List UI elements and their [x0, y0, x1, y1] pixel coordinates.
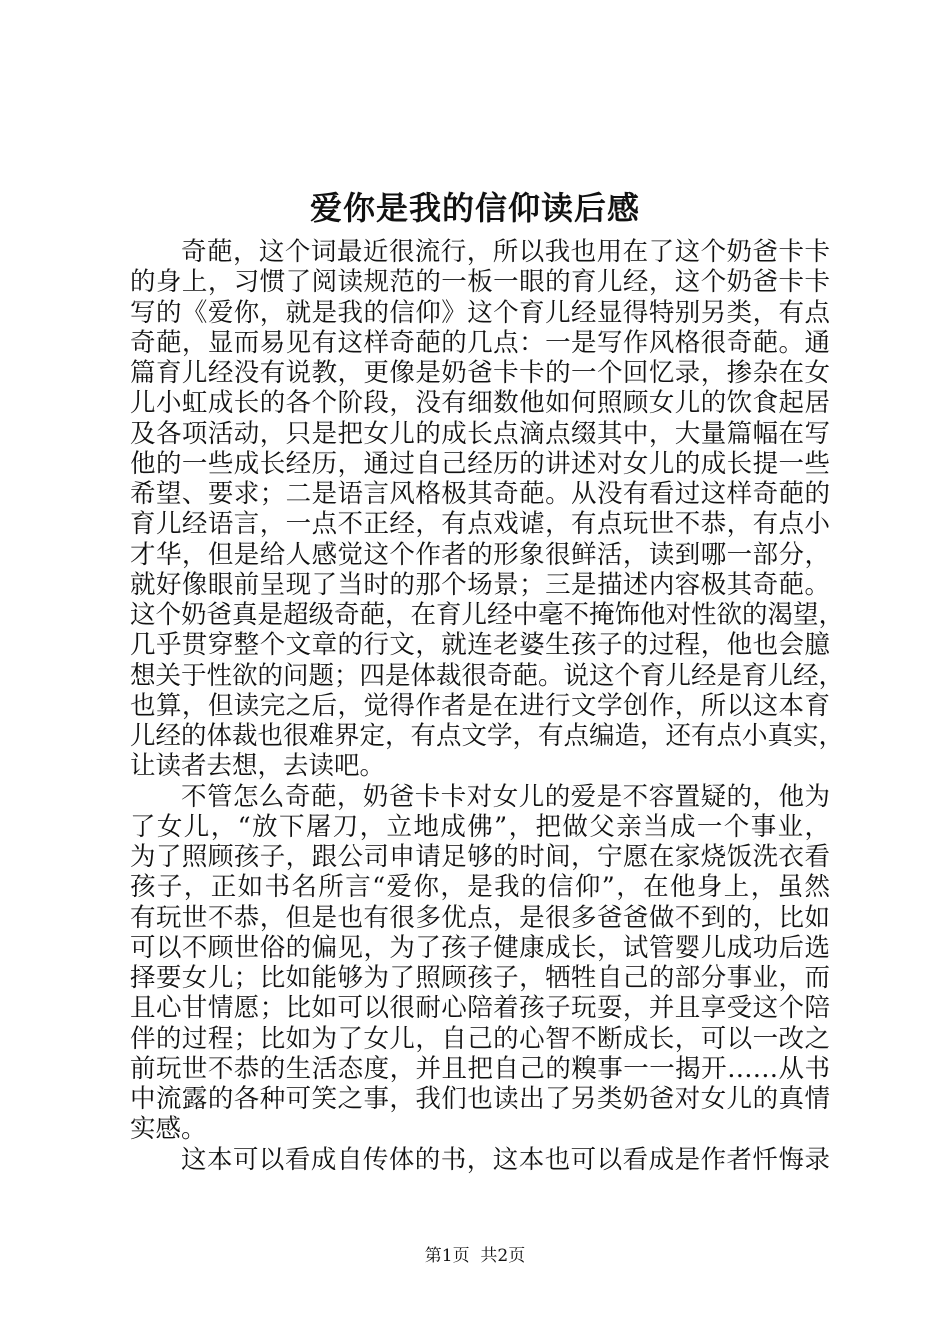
- page-footer: 第1页 共2页: [424, 1246, 526, 1266]
- text-line: 且心甘情愿；比如可以很耐心陪着孩子玩耍，并且享受这个陪: [130, 993, 830, 1024]
- text-line: 才华，但是给人感觉这个作者的形象很鲜活，读到哪一部分，: [130, 539, 830, 570]
- document-title: 爱你是我的信仰读后感: [309, 189, 640, 227]
- text-line: 写的《爱你，就是我的信仰》这个育儿经显得特别另类，有点: [130, 297, 830, 328]
- text-line: 育儿经语言，一点不正经，有点戏谑，有点玩世不恭，有点小: [130, 509, 830, 540]
- text-line: 希望、要求；二是语言风格极其奇葩。从没有看过这样奇葩的: [130, 479, 830, 509]
- paragraph: [130, 237, 845, 782]
- text-line: 就好像眼前呈现了当时的那个场景；三是描述内容极其奇葩。: [130, 569, 830, 600]
- text-line: 了女儿，“放下屠刀，立地成佛”，把做父亲当成一个事业，: [130, 811, 830, 842]
- text-line: 中流露的各种可笑之事，我们也读出了另类奶爸对女儿的真情: [130, 1084, 830, 1114]
- text-line: 儿经的体裁也很难界定，有点文学，有点编造，还有点小真实，: [130, 721, 845, 751]
- text-line: 想关于性欲的问题；四是体裁很奇葩。说这个育儿经是育儿经，: [130, 660, 845, 691]
- text-line: 不管怎么奇葩，奶爸卡卡对女儿的爱是不容置疑的，他为: [181, 781, 830, 812]
- text-line: 奇葩，这个词最近很流行，所以我也用在了这个奶爸卡卡: [181, 237, 830, 267]
- document-body: [130, 237, 845, 1175]
- text-line: 可以不顾世俗的偏见，为了孩子健康成长，试管婴儿成功后选: [130, 932, 830, 963]
- text-line: 前玩世不恭的生活态度，并且把自己的糗事一一揭开……从书: [130, 1053, 830, 1084]
- text-line: 及各项活动，只是把女儿的成长点滴点缀其中，大量篇幅在写: [130, 418, 830, 449]
- text-line: 几乎贯穿整个文章的行文，就连老婆生孩子的过程，他也会臆: [130, 630, 830, 661]
- text-line: 这个奶爸真是超级奇葩，在育儿经中毫不掩饰他对性欲的渴望，: [130, 600, 845, 630]
- text-line: 篇育儿经没有说教，更像是奶爸卡卡的一个回忆录，掺杂在女: [130, 358, 830, 388]
- text-line: 为了照顾孩子，跟公司申请足够的时间，宁愿在家烧饭洗衣看: [130, 842, 830, 872]
- text-line: 实感。: [130, 1114, 207, 1145]
- text-line: 伴的过程；比如为了女儿，自己的心智不断成长，可以一改之: [130, 1023, 830, 1054]
- text-line: 孩子，正如书名所言“爱你，是我的信仰”，在他身上，虽然: [130, 872, 830, 903]
- text-line: 儿小虹成长的各个阶段，没有细数他如何照顾女儿的饮食起居: [130, 388, 830, 419]
- text-line: 他的一些成长经历，通过自己经历的讲述对女儿的成长提一些: [130, 448, 830, 479]
- text-line: 的身上，习惯了阅读规范的一板一眼的育儿经，这个奶爸卡卡: [130, 267, 830, 298]
- text-line: 也算，但读完之后，觉得作者是在进行文学创作，所以这本育: [130, 690, 830, 721]
- text-line: 择要女儿；比如能够为了照顾孩子，牺牲自己的部分事业，而: [130, 963, 830, 993]
- text-line: 奇葩，显而易见有这样奇葩的几点：一是写作风格很奇葩。通: [130, 327, 830, 358]
- text-line: 让读者去想，去读吧。: [130, 751, 386, 782]
- text-line: 有玩世不恭，但是也有很多优点，是很多爸爸做不到的，比如: [130, 902, 830, 933]
- paragraph: [130, 782, 830, 1145]
- text-line: 这本可以看成自传体的书，这本也可以看成是作者忏悔录: [181, 1144, 830, 1175]
- paragraph: [130, 1145, 830, 1175]
